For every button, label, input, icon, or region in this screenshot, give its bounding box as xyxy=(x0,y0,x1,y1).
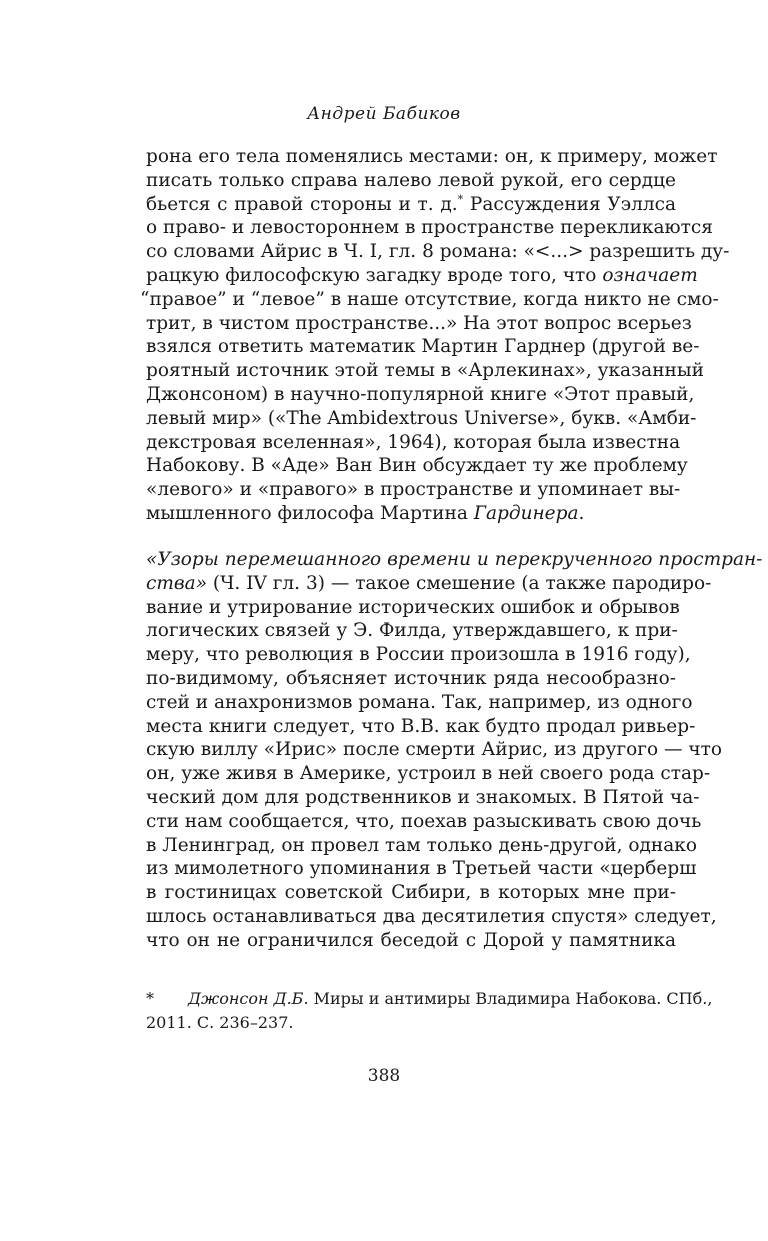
footnote-reference[interactable]: * xyxy=(457,192,464,206)
text-line: из мимолетного упоминания в Третьей части «церберш xyxy=(146,858,697,880)
italic-emphasis: ства» xyxy=(146,572,208,594)
paragraph-2 xyxy=(146,548,763,953)
text-line: рона его тела поменялись местами: он, к примеру, может xyxy=(146,146,718,167)
text-fragment: (Ч. IV гл. 3) — такое смешение (а также пародиро- xyxy=(207,572,712,594)
page-number: 388 xyxy=(367,1066,401,1086)
text-fragment: бьется с правой стороны и т. д. xyxy=(146,193,458,215)
italic-emphasis: означает xyxy=(602,264,698,286)
text-line: скую виллу «Ирис» после смерти Айрис, из другого — что xyxy=(146,739,722,761)
text-line: взялся ответить математик Мартин Гарднер (другой ве- xyxy=(146,336,700,358)
text-line: роятный источник этой темы в «Арлекинах», указанный xyxy=(146,360,704,382)
text-line: в гостиницах советской Сибири, в которых мне при- xyxy=(146,882,676,904)
footnote-text xyxy=(146,987,713,1035)
footnote xyxy=(146,987,713,1035)
running-head: Андрей Бабиков xyxy=(307,104,461,124)
text-line: ческий дом для родственников и знакомых. В Пятой ча- xyxy=(146,786,700,808)
text-line: стей и анахронизмов романа. Так, например, из одного xyxy=(146,691,693,713)
text-line: шлось останавливаться два десятилетия спустя» следует, xyxy=(146,905,717,927)
footnote-line xyxy=(188,987,713,1011)
text-fragment: рацкую философскую загадку вроде того, что xyxy=(146,264,603,286)
text-line: он, уже живя в Америке, устроил в ней своего рода стар- xyxy=(146,763,711,785)
footnote-line: 2011. С. 236–237. xyxy=(146,1013,294,1032)
text-line: писать только справа налево левой рукой, его сердце xyxy=(146,169,676,191)
text-line: о право- и левостороннем в пространстве перекликаются xyxy=(146,217,713,239)
text-line: Набокову. В «Аде» Ван Вин обсуждает ту же проблему xyxy=(146,455,688,477)
text-line: декстровая вселенная», 1964), которая была известна xyxy=(146,431,681,453)
text-line xyxy=(146,193,676,217)
text-fragment: . xyxy=(578,502,585,524)
text-line: Джонсоном) в научно-популярной книге «Этот правый, xyxy=(146,383,695,405)
footnote-citation: Миры и антимиры Владимира Набокова. СПб., xyxy=(308,989,713,1008)
text-line: «левого» и «правого» в пространстве и упоминает вы- xyxy=(146,479,681,501)
footnote-author: Джонсон Д.Б. xyxy=(188,989,309,1008)
text-line: левый мир» («The Ambidextrous Universe», букв. «Амби- xyxy=(146,407,697,429)
text-line: в Ленинград, он провел там только день-другой, однако xyxy=(146,834,697,856)
text-line-quoted-title: «Узоры перемешанного времени и перекрученного простран- xyxy=(146,549,763,570)
text-line xyxy=(146,264,698,288)
text-line: со словами Айрис в Ч. I, гл. 8 романа: «<...> разрешить ду- xyxy=(146,241,730,263)
italic-emphasis: Гардинера xyxy=(473,502,579,524)
text-line: логических связей у Э. Филда, утверждавшего, к при- xyxy=(146,620,678,642)
text-fragment: мышленного философа Мартина xyxy=(146,502,474,524)
text-line xyxy=(146,502,676,526)
text-line: по-видимому, объясняет источник ряда несообразно- xyxy=(146,667,676,689)
text-line xyxy=(146,572,712,596)
text-line: что он не ограничился беседой с Дорой у памятника xyxy=(146,929,676,951)
footnote-marker: * xyxy=(146,989,154,1008)
text-line: “правое” и “левое” в наше отсутствие, когда никто не смо- xyxy=(140,288,719,310)
text-line: трит, в чистом пространстве...» На этот вопрос всерьез xyxy=(146,312,692,334)
text-line: меру, что революция в России произошла в 1916 году), xyxy=(146,644,691,666)
text-line: вание и утрирование исторических ошибок и обрывов xyxy=(146,596,680,618)
paragraph-1 xyxy=(140,145,730,526)
text-line: сти нам сообщается, что, поехав разыскивать свою дочь xyxy=(146,810,702,832)
text-line: места книги следует, что В.В. как будто продал ривьер- xyxy=(146,715,696,737)
text-fragment: Рассуждения Уэллса xyxy=(463,193,676,215)
